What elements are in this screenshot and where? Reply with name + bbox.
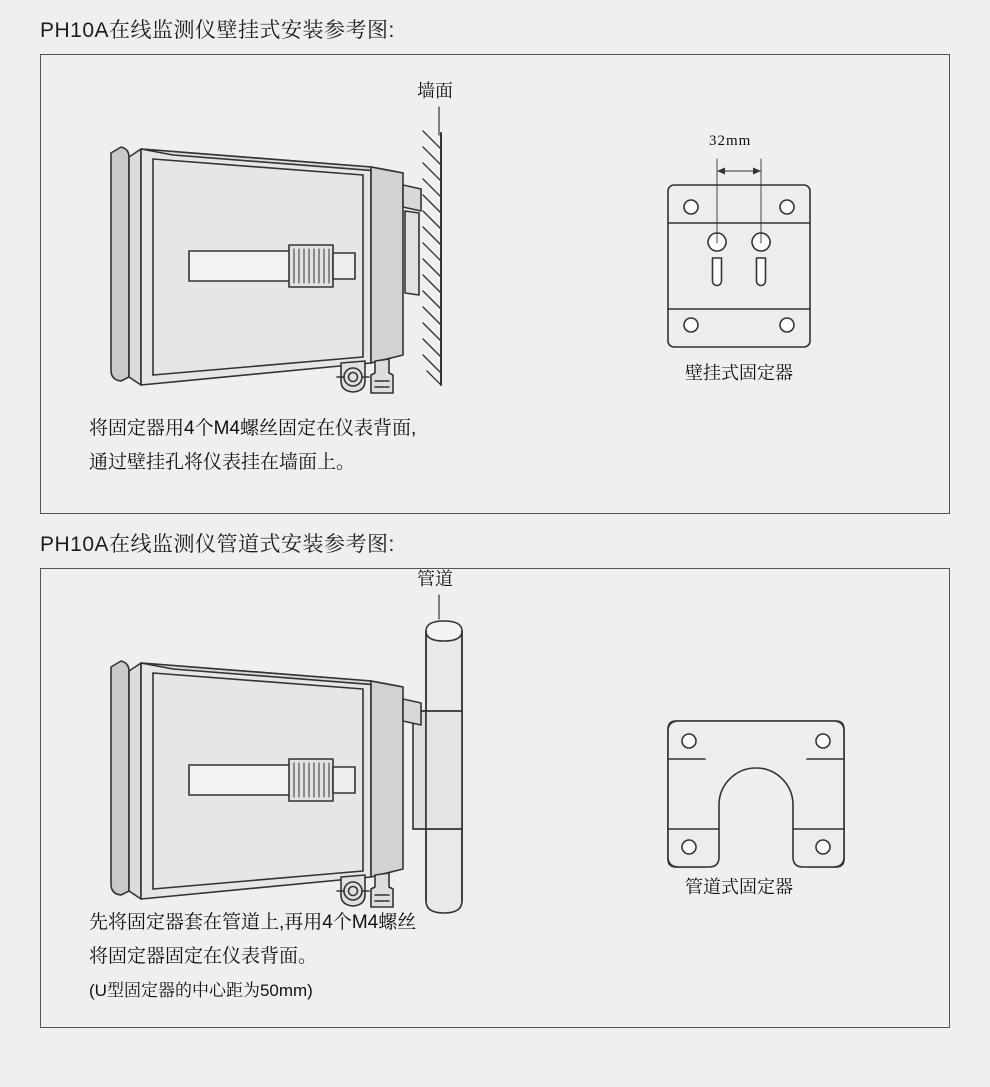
page-title-wall: PH10A在线监测仪壁挂式安装参考图:	[40, 19, 395, 42]
page-title-pipe: PH10A在线监测仪管道式安装参考图:	[40, 533, 395, 556]
pipe-label: 管道	[417, 569, 453, 589]
wall-caption-line-2: 通过壁挂孔将仪表挂在墙面上。	[89, 452, 356, 473]
pipe-caption-line-2: 将固定器固定在仪表背面。	[89, 946, 318, 967]
wall-bracket-label: 壁挂式固定器	[685, 363, 793, 383]
pipe-caption-line-3: (U型固定器的中心距为50mm)	[89, 981, 313, 1000]
pipe-bracket-label: 管道式固定器	[685, 877, 793, 897]
wall-label: 墙面	[417, 81, 453, 101]
wall-bracket-dimension: 32mm	[709, 133, 752, 149]
pipe-caption-line-1: 先将固定器套在管道上,再用4个M4螺丝	[89, 912, 417, 933]
pipe-mount-diagram-panel	[40, 568, 950, 1028]
wall-caption-line-1: 将固定器用4个M4螺丝固定在仪表背面,	[89, 418, 417, 439]
wall-mount-drawing	[41, 55, 949, 513]
wall-mount-diagram-panel	[40, 54, 950, 514]
